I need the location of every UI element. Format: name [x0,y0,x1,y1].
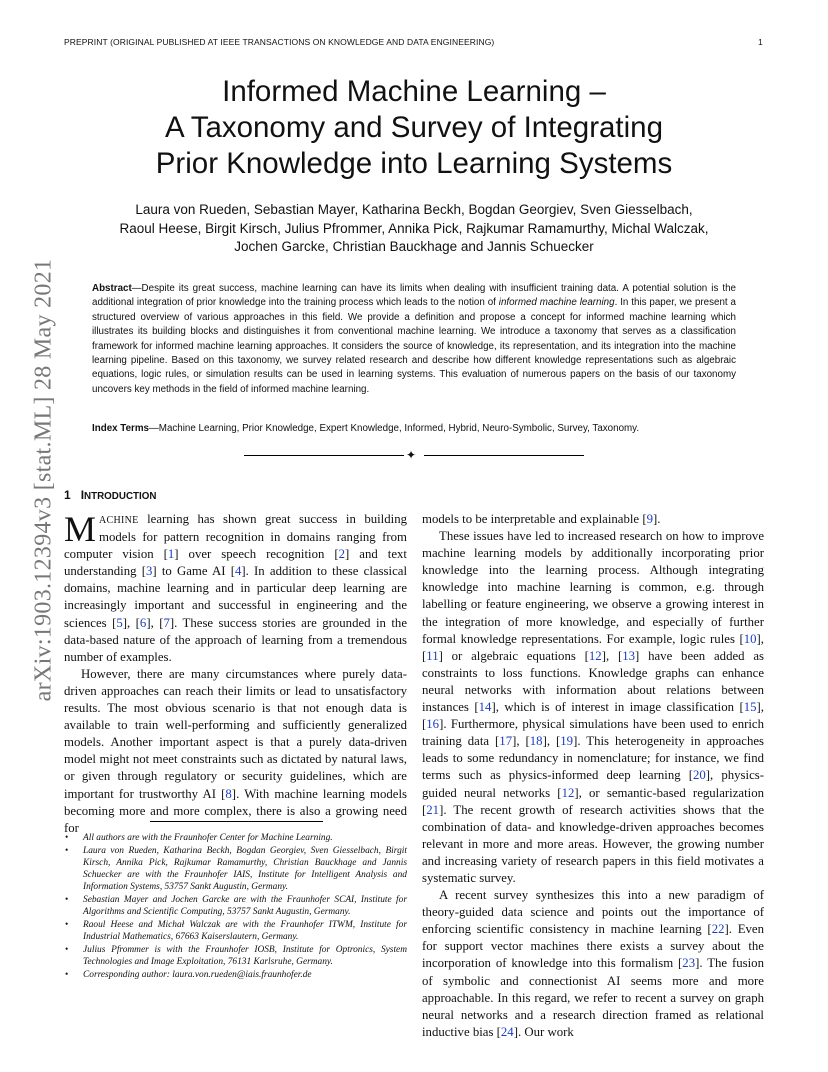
title-line: A Taxonomy and Survey of Integrating [165,111,663,144]
abstract-label: Abstract [92,283,132,294]
title-line: Prior Knowledge into Learning Systems [155,147,673,180]
footnote-rule [150,821,323,822]
citation-link[interactable]: 6 [139,615,147,630]
footnote-item: • Laura von Rueden, Katharina Beckh, Bogdan Georgiev, Sven Giesselbach, Birgit Kirsch, Annika Pick, Rajkumar Ramamurthy, Christian Bauckhage and Jannis Schuecker are with the Fraunhofer IAIS, Institute for Intelligent Analysis and Information Systems, 53757 Sankt Augustin, Germany. [64,845,407,894]
author-line: Raoul Heese, Birgit Kirsch, Julius Pfrommer, Annika Pick, Rajkumar Ramamurthy, Michal Walczak, [119,220,709,236]
citation-link[interactable]: 12 [561,785,575,800]
citation-link[interactable]: 1 [167,547,175,562]
right-column [422,511,764,1041]
index-terms [92,423,736,434]
author-line: Jochen Garcke, Christian Bauckhage and Jannis Schuecker [234,239,594,254]
citation-link[interactable]: 16 [426,717,440,732]
divider-rule [424,455,584,456]
citation-link[interactable]: 17 [499,734,513,749]
citation-link[interactable]: 24 [500,1024,514,1039]
paragraph: A recent survey synthesizes this into a new paradigm of theory-guided data science and points out the importance of enforcing scientific consistency in machine learning [22]. Even for support vector machines there exists a survey about the incorporation of knowledge into this formalism [23]. The fusion of symbolic and connectionist AI seems more and more approachable. In this regard, we refer to recent a survey on graph neural networks and a research direction framed as relational inductive bias [24]. Our work [422,888,765,1039]
footnote-item: • Sebastian Mayer and Jochen Garcke are with the Fraunhofer SCAI, Institute for Algorithms and Scientific Computing, 53757 Sankt Augustin, Germany. [64,894,407,918]
citation-link[interactable]: 23 [682,956,696,971]
divider-rule [244,455,404,456]
citation-link[interactable]: 7 [163,615,170,630]
citation-link[interactable]: 11 [426,648,439,663]
section-heading [64,488,156,502]
footnotes [64,832,407,981]
citation-link[interactable]: 4 [234,564,242,579]
author-line: Laura von Rueden, Sebastian Mayer, Katharina Beckh, Bogdan Georgiev, Sven Giesselbach, [135,202,693,217]
diamond-icon: ✦ [406,448,417,462]
index-terms-label: Index Terms [92,423,149,434]
paragraph-text: learning has shown great success in building models for pattern recognition in domains ranging from computer vision [1] over speech recognition [2] and text understanding [3] to Game AI [4]. In addition to these classical domains, machine learning and in particular deep learning are increasingly important and successful in engineering and the sciences [5], [6], [7]. These success stories are grounded in the data-based nature of the approach of learning from a tremendous number of examples. [64,512,408,664]
paragraph: These issues have led to increased research on how to improve machine learning models by additionally incorporating prior knowledge into the learning process. Although integrating knowledge into machine learning is common, e.g. through labelling or feature engineering, we observe a growing interest in the integration of more knowledge, and especially of further formal knowledge representations. For example, logic rules [10], [11] or algebraic equations [12], [13] have been added as constraints to loss functions. Knowledge graphs can enhance neural networks with information about relations between instances [14], which is of interest in image classification [15], [16]. Furthermore, physical simulations have been used to enrich training data [17], [18], [19]. This heterogeneity in approaches leads to some redundancy in nomenclature; for instance, we find terms such as physics-informed deep learning [20], physics-guided neural networks [12], or semantic-based regularization [21]. The recent growth of research activities shows that the combination of data- and knowledge-driven approaches becomes relevant in more and more areas. However, the growing number and increasing variety of research papers in this field motivates a systematic survey. [422,529,765,885]
citation-link[interactable]: 18 [529,734,543,749]
abstract [92,282,736,397]
footnote-item: • All authors are with the Fraunhofer Center for Machine Learning. [64,832,407,844]
page-number: 1 [758,37,763,47]
index-terms-text: —Machine Learning, Prior Knowledge, Expert Knowledge, Informed, Hybrid, Neuro-Symbolic, Survey, Taxonomy. [149,423,640,434]
section-title-initial: I [80,488,85,502]
section-divider [244,450,584,462]
abstract-emphasis: informed machine learning [498,297,615,309]
drop-cap: M [64,509,97,549]
footnote-item: • Corresponding author: laura.von.rueden@iais.fraunhofer.de [64,969,407,981]
running-head: PREPRINT (ORIGINAL PUBLISHED AT IEEE TRANSACTIONS ON KNOWLEDGE AND DATA ENGINEERING) [64,37,495,47]
citation-link[interactable]: 14 [478,700,492,715]
paper-title [0,74,828,182]
citation-link[interactable]: 15 [743,700,757,715]
citation-link[interactable]: 21 [426,802,440,817]
footnote-item: • Raoul Heese and Michał Walczak are with the Fraunhofer ITWM, Institute for Industrial Mathematics, 67663 Kaiserslautern, Germany. [64,919,407,943]
section-title-rest: NTRODUCTION [84,491,157,502]
left-column [64,511,407,837]
lead-word: ACHINE [99,515,139,526]
citation-link[interactable]: 2 [338,547,346,562]
citation-link[interactable]: 20 [692,768,706,783]
arxiv-identifier[interactable]: arXiv:1903.12394v3 [stat.ML] 28 May 2021 [30,258,57,702]
citation-link[interactable]: 9 [646,512,653,526]
citation-link[interactable]: 3 [145,564,153,579]
paragraph [64,511,407,666]
citation-link[interactable]: 12 [588,648,602,663]
paragraph: models to be interpretable and explainable [9]. [422,512,661,526]
citation-link[interactable]: 13 [622,648,636,663]
citation-link[interactable]: 19 [560,734,574,749]
abstract-text: . In this paper, we present a structured overview of various approaches in this field. We provide a definition and propose a concept for informed machine learning which illustrates its building blocks and distinguishes it from conventional machine learning. We introduce a taxonomy that serves as a classification framework for informed machine learning approaches. It considers the source of knowledge, its representation, and its integration into the machine learning pipeline. Based on this taxonomy, we survey related research and describe how different knowledge representations such as algebraic equations, logic rules, or simulation results can be used in learning systems. This evaluation of numerous papers on the basis of our taxonomy uncovers key methods in the field of informed machine learning. [92,297,736,395]
author-list [80,201,748,257]
citation-link[interactable]: 5 [116,615,123,630]
citation-link[interactable]: 8 [225,786,232,801]
paragraph: However, there are many circumstances where purely data-driven approaches can reach their limits or lead to unsatisfactory results. The most obvious scenario is that not enough data is available to train well-performing and sufficiently generalized models. Another important aspect is that a purely data-driven model might not meet constraints such as dictated by natural laws, or given through regulatory or security guidelines, which are important for trustworthy AI [8]. With machine learning models becoming more and more complex, there is also a growing need for [64,666,407,835]
abstract-text: —Despite its great success, machine learning can have its limits when dealing with insufficient training data. A potential solution is the additional integration of prior knowledge into the training process which leads to the notion of [92,283,736,309]
citation-link[interactable]: 22 [711,922,725,937]
title-line: Informed Machine Learning – [222,75,606,108]
citation-link[interactable]: 10 [743,631,757,646]
section-number: 1 [64,488,71,502]
footnote-item: • Julius Pfrommer is with the Fraunhofer IOSB, Institute for Optronics, System Technologies and Image Exploitation, 76131 Karlsruhe, Germany. [64,944,407,968]
